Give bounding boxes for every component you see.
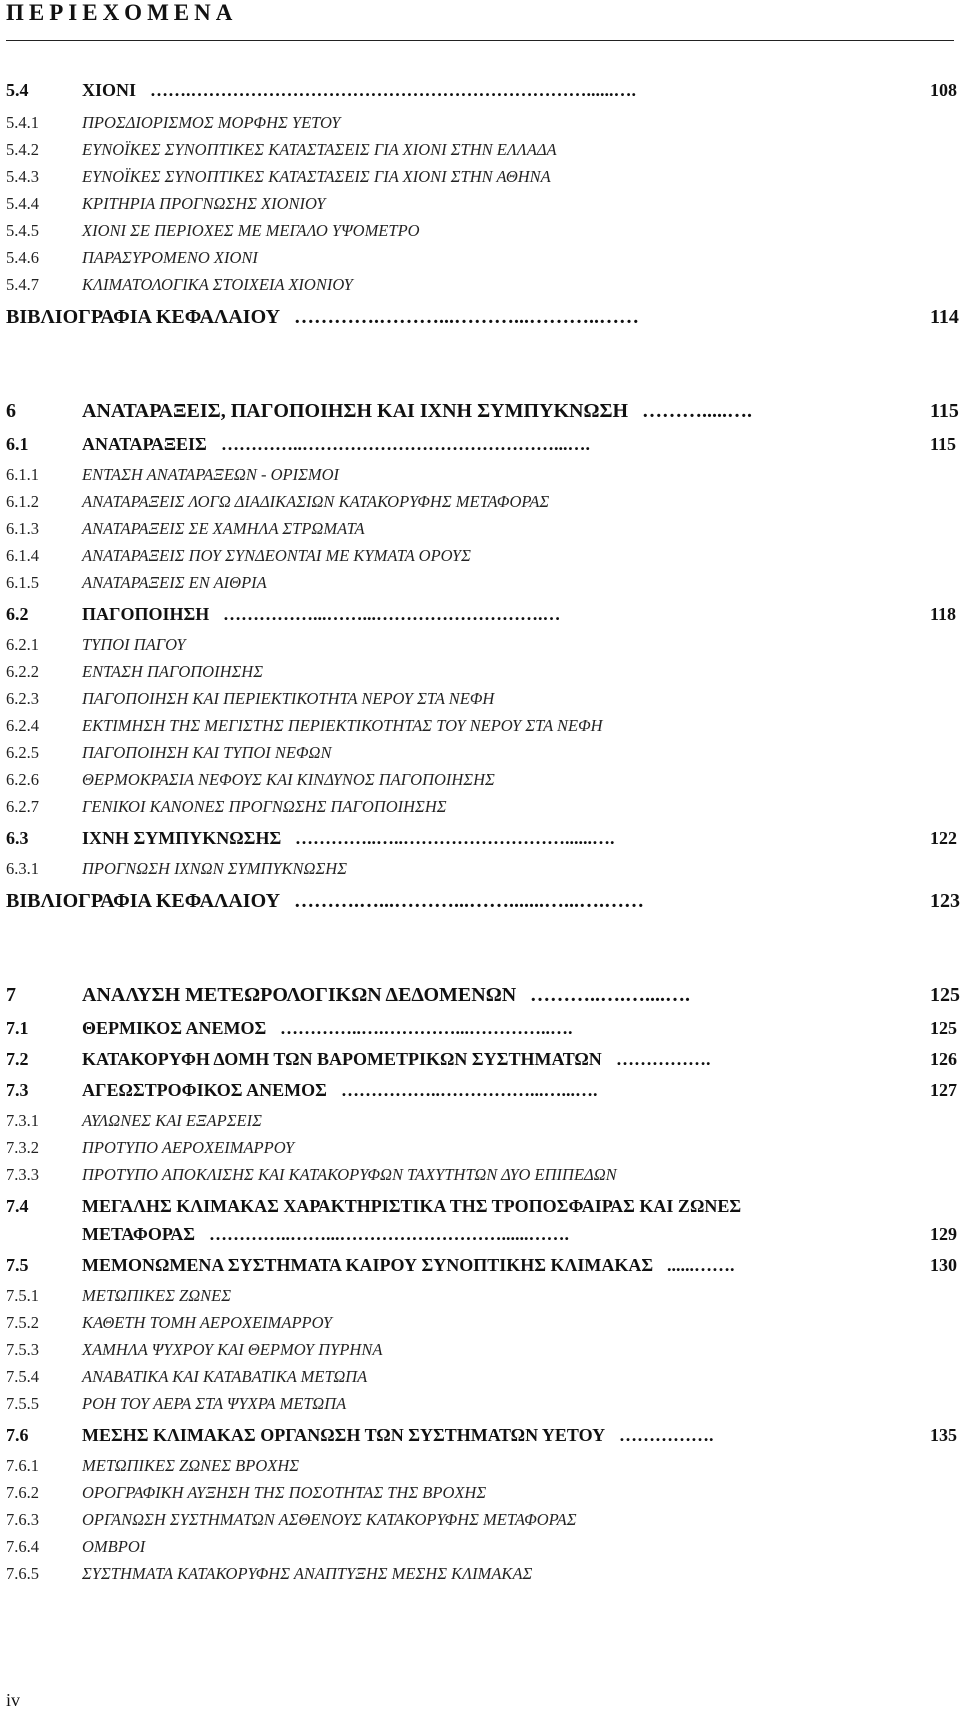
- toc-title: ΜΕΤΩΠΙΚΕΣ ΖΩΝΕΣ ΒΡΟΧΗΣ: [82, 1456, 300, 1475]
- toc-number: 6.2.7: [6, 797, 39, 816]
- toc-title: ΜΕΤΩΠΙΚΕΣ ΖΩΝΕΣ: [82, 1286, 232, 1305]
- toc-page-number: 129: [930, 1224, 957, 1244]
- toc-number: 6.2.3: [6, 689, 39, 708]
- toc-page-number: 114: [930, 306, 959, 328]
- toc-number: 7.6.1: [6, 1456, 39, 1475]
- toc-number: 7.5.1: [6, 1286, 39, 1305]
- toc-number: 7.5: [6, 1255, 29, 1275]
- toc-number: 5.4.2: [6, 140, 39, 159]
- toc-number: 6.2.2: [6, 662, 39, 681]
- toc-number: 6.3.1: [6, 859, 39, 878]
- toc-title: ΚΑΘΕΤΗ ΤΟΜΗ ΑΕΡΟΧΕΙΜΑΡΡΟΥ: [82, 1313, 333, 1332]
- toc-title: ΒΙΒΛΙΟΓΡΑΦΙΑ ΚΕΦΑΛΑΙΟΥ: [6, 306, 281, 328]
- toc-title: ΧΙΟΝΙ: [82, 80, 137, 100]
- toc-title: ΧΙΟΝΙ ΣΕ ΠΕΡΙΟΧΕΣ ΜΕ ΜΕΓΑΛΟ ΥΨΟΜΕΤΡΟ: [82, 221, 420, 240]
- toc-title: ΕΝΤΑΣΗ ΑΝΑΤΑΡΑΞΕΩΝ - ΟΡΙΣΜΟΙ: [82, 465, 340, 484]
- toc-number: 7.2: [6, 1049, 29, 1069]
- toc-number: 5.4.3: [6, 167, 39, 186]
- toc-page-number: 122: [930, 828, 957, 848]
- toc-title: ΜΕΓΑΛΗΣ ΚΛΙΜΑΚΑΣ ΧΑΡΑΚΤΗΡΙΣΤΙΚΑ ΤΗΣ ΤΡΟΠΟΣΦΑΙΡΑΣ ΚΑΙ ΖΩΝΕΣ: [82, 1196, 742, 1216]
- toc-leader-dots: ………..….…....….: [530, 984, 690, 1006]
- toc-title: ΜΕΤΑΦΟΡΑΣ: [82, 1224, 195, 1244]
- toc-number: 7.3: [6, 1080, 29, 1100]
- toc-number: 7.6.5: [6, 1564, 39, 1583]
- toc-number: 5.4.6: [6, 248, 39, 267]
- toc-title: ΑΝΑΤΑΡΑΞΕΙΣ ΕΝ ΑΙΘΡΙΑ: [82, 573, 267, 592]
- toc-title: ΘΕΡΜΟΚΡΑΣΙΑ ΝΕΦΟΥΣ ΚΑΙ ΚΙΝΔΥΝΟΣ ΠΑΓΟΠΟΙΗΣΗΣ: [82, 770, 495, 789]
- toc-leader-dots: ……….....….: [642, 400, 752, 422]
- toc-number: 6.1.5: [6, 573, 39, 592]
- toc-title: ΣΥΣΤΗΜΑΤΑ ΚΑΤΑΚΟΡΥΦΗΣ ΑΝΑΠΤΥΞΗΣ ΜΕΣΗΣ ΚΛΙΜΑΚΑΣ: [82, 1564, 533, 1583]
- toc-number: 6.1: [6, 434, 29, 454]
- toc-title: ΑΝΑΛΥΣΗ ΜΕΤΕΩΡΟΛΟΓΙΚΩΝ ΔΕΔΟΜΕΝΩΝ: [82, 984, 517, 1006]
- toc-title: ΑΝΑΤΑΡΑΞΕΙΣ ΣΕ ΧΑΜΗΛΑ ΣΤΡΩΜΑΤΑ: [82, 519, 365, 538]
- toc-title: ΚΡΙΤΗΡΙΑ ΠΡΟΓΝΩΣΗΣ ΧΙΟΝΙΟΥ: [82, 194, 326, 213]
- toc-title: ΠΑΓΟΠΟΙΗΣΗ: [82, 604, 210, 624]
- toc-leader-dots: ………….………...………...………..……: [294, 306, 639, 328]
- toc-leader-dots: ......…….: [667, 1255, 735, 1275]
- toc-page-number: 126: [930, 1049, 957, 1069]
- toc-number: 7.5.2: [6, 1313, 39, 1332]
- toc-number: 6.1.4: [6, 546, 39, 565]
- toc-leader-dots: …………….: [619, 1425, 714, 1445]
- toc-title: ΘΕΡΜΙΚΟΣ ΑΝΕΜΟΣ: [82, 1018, 267, 1038]
- toc-title: ΧΑΜΗΛΑ ΨΥΧΡΟΥ ΚΑΙ ΘΕΡΜΟΥ ΠΥΡΗΝΑ: [82, 1340, 383, 1359]
- toc-leader-dots: …………..…..………………………......….: [295, 828, 615, 848]
- toc-title: ΠΑΓΟΠΟΙΗΣΗ ΚΑΙ ΤΥΠΟΙ ΝΕΦΩΝ: [82, 743, 332, 762]
- toc-title: ΚΑΤΑΚΟΡΥΦΗ ΔΟΜΗ ΤΩΝ ΒΑΡΟΜΕΤΡΙΚΩΝ ΣΥΣΤΗΜΑΤΩΝ: [82, 1049, 602, 1069]
- toc-title: ΠΡΟΤΥΠΟ ΑΕΡΟΧΕΙΜΑΡΡΟΥ: [82, 1138, 295, 1157]
- toc-number: 7.3.2: [6, 1138, 39, 1157]
- toc-number: 5.4.4: [6, 194, 39, 213]
- toc-title: ΠΡΟΤΥΠΟ ΑΠΟΚΛΙΣΗΣ ΚΑΙ ΚΑΤΑΚΟΡΥΦΩΝ ΤΑΧΥΤΗΤΩΝ ΔΥΟ ΕΠΙΠΕΔΩΝ: [82, 1165, 617, 1184]
- toc-page-number: 115: [930, 434, 957, 454]
- toc-number: 6.1.1: [6, 465, 39, 484]
- toc-number: 7: [6, 984, 16, 1006]
- toc-title: ΒΙΒΛΙΟΓΡΑΦΙΑ ΚΕΦΑΛΑΙΟΥ: [6, 890, 281, 912]
- toc-title: ΑΝΑΤΑΡΑΞΕΙΣ, ΠΑΓΟΠΟΙΗΣΗ ΚΑΙ ΙΧΝΗ ΣΥΜΠΥΚΝΩΣΗ: [82, 400, 629, 422]
- toc-title: ΜΕΣΗΣ ΚΛΙΜΑΚΑΣ ΟΡΓΑΝΩΣΗ ΤΩΝ ΣΥΣΤΗΜΑΤΩΝ ΥΕΤΟΥ: [82, 1425, 606, 1445]
- page-number: iv: [6, 1690, 21, 1710]
- toc-number: 6.1.3: [6, 519, 39, 538]
- toc-title: ΓΕΝΙΚΟΙ ΚΑΝΟΝΕΣ ΠΡΟΓΝΩΣΗΣ ΠΑΓΟΠΟΙΗΣΗΣ: [82, 797, 447, 816]
- toc-page-number: 108: [930, 80, 957, 100]
- toc-leader-dots: …………..……………………………………...….: [221, 434, 590, 454]
- toc-title: ΙΧΝΗ ΣΥΜΠΥΚΝΩΣΗΣ: [82, 828, 282, 848]
- toc-page-number: 125: [930, 984, 960, 1006]
- page-title: ΠΕΡΙΕΧΟΜΕΝΑ: [6, 0, 238, 25]
- toc-title: ΡΟΗ ΤΟΥ ΑΕΡΑ ΣΤΑ ΨΥΧΡΑ ΜΕΤΩΠΑ: [82, 1394, 347, 1413]
- toc-title: ΑΓΕΩΣΤΡΟΦΙΚΟΣ ΑΝΕΜΟΣ: [82, 1080, 327, 1100]
- toc-number: 7.6.2: [6, 1483, 39, 1502]
- toc-number: 6.2.5: [6, 743, 39, 762]
- toc-title: ΕΥΝΟΪΚΕΣ ΣΥΝΟΠΤΙΚΕΣ ΚΑΤΑΣΤΑΣΕΙΣ ΓΙΑ ΧΙΟΝΙ ΣΤΗΝ ΕΛΛΑΔΑ: [82, 140, 557, 159]
- toc-number: 7.5.5: [6, 1394, 39, 1413]
- toc-page-number: 130: [930, 1255, 957, 1275]
- toc-page-number: 135: [930, 1425, 957, 1445]
- toc-title: ΑΝΑΤΑΡΑΞΕΙΣ ΠΟΥ ΣΥΝΔΕΟΝΤΑΙ ΜΕ ΚΥΜΑΤΑ ΟΡΟΥΣ: [82, 546, 471, 565]
- toc-number: 5.4.1: [6, 113, 39, 132]
- toc-number: 6.2.6: [6, 770, 39, 789]
- toc-title: ΠΡΟΣΔΙΟΡΙΣΜΟΣ ΜΟΡΦΗΣ ΥΕΤΟΥ: [82, 113, 341, 132]
- toc-number: 7.4: [6, 1196, 29, 1216]
- toc-title: ΤΥΠΟΙ ΠΑΓΟΥ: [82, 635, 186, 654]
- toc-title: ΠΑΓΟΠΟΙΗΣΗ ΚΑΙ ΠΕΡΙΕΚΤΙΚΟΤΗΤΑ ΝΕΡΟΥ ΣΤΑ ΝΕΦΗ: [82, 689, 495, 708]
- toc-leader-dots: …………..….…………...…………..….: [280, 1018, 573, 1038]
- toc-title: ΑΝΑΤΑΡΑΞΕΙΣ: [82, 434, 207, 454]
- toc-title: ΠΑΡΑΣΥΡΟΜΕΝΟ ΧΙΟΝΙ: [82, 248, 258, 267]
- toc-leader-dots: ……………...……...……………………….…: [223, 604, 561, 624]
- toc-number: 7.5.4: [6, 1367, 39, 1386]
- toc-number: 5.4.7: [6, 275, 39, 294]
- toc-title: ΚΛΙΜΑΤΟΛΟΓΙΚΑ ΣΤΟΙΧΕΙΑ ΧΙΟΝΙΟΥ: [82, 275, 353, 294]
- toc-title: ΠΡΟΓΝΩΣΗ ΙΧΝΩΝ ΣΥΜΠΥΚΝΩΣΗΣ: [82, 859, 348, 878]
- toc-number: 7.3.1: [6, 1111, 39, 1130]
- toc-title: ΑΝΑΒΑΤΙΚΑ ΚΑΙ ΚΑΤΑΒΑΤΙΚΑ ΜΕΤΩΠΑ: [82, 1367, 368, 1386]
- toc-number: 6.2.1: [6, 635, 39, 654]
- toc-title: ΕΥΝΟΪΚΕΣ ΣΥΝΟΠΤΙΚΕΣ ΚΑΤΑΣΤΑΣΕΙΣ ΓΙΑ ΧΙΟΝΙ ΣΤΗΝ ΑΘΗΝΑ: [82, 167, 551, 186]
- toc-leader-dots: …….…………………………………………………………......….: [150, 80, 636, 100]
- toc-number: 6.2.4: [6, 716, 39, 735]
- toc-page-number: 125: [930, 1018, 957, 1038]
- toc-number: 7.6.3: [6, 1510, 39, 1529]
- toc-number: 7.6.4: [6, 1537, 39, 1556]
- toc-title: ΟΜΒΡΟΙ: [82, 1537, 146, 1556]
- toc-title: ΟΡΓΑΝΩΣΗ ΣΥΣΤΗΜΑΤΩΝ ΑΣΘΕΝΟΥΣ ΚΑΤΑΚΟΡΥΦΗΣ ΜΕΤΑΦΟΡΑΣ: [82, 1510, 577, 1529]
- toc-leader-dots: …………..……...………………………......…….: [209, 1224, 569, 1244]
- toc-title: ΜΕΜΟΝΩΜΕΝΑ ΣΥΣΤΗΜΑΤΑ ΚΑΙΡΟΥ ΣΥΝΟΠΤΙΚΗΣ ΚΛΙΜΑΚΑΣ: [82, 1255, 654, 1275]
- toc-number: 6: [6, 400, 16, 422]
- toc-number: 6.2: [6, 604, 29, 624]
- toc-number: 7.5.3: [6, 1340, 39, 1359]
- toc-page-number: 115: [930, 400, 959, 422]
- toc-leader-dots: …………….: [616, 1049, 711, 1069]
- toc-number: 7.3.3: [6, 1165, 39, 1184]
- toc-number: 7.1: [6, 1018, 29, 1038]
- toc-leader-dots: ……………..……………...…...….: [341, 1080, 598, 1100]
- toc-title: ΑΝΑΤΑΡΑΞΕΙΣ ΛΟΓΩ ΔΙΑΔΙΚΑΣΙΩΝ ΚΑΤΑΚΟΡΥΦΗΣ ΜΕΤΑΦΟΡΑΣ: [82, 492, 550, 511]
- toc-title: ΕΚΤΙΜΗΣΗ ΤΗΣ ΜΕΓΙΣΤΗΣ ΠΕΡΙΕΚΤΙΚΟΤΗΤΑΣ ΤΟΥ ΝΕΡΟΥ ΣΤΑ ΝΕΦΗ: [82, 716, 603, 735]
- toc-page-number: 123: [930, 890, 960, 912]
- toc-number: 5.4.5: [6, 221, 39, 240]
- toc-number: 7.6: [6, 1425, 29, 1445]
- toc-number: 5.4: [6, 80, 29, 100]
- toc-title: ΟΡΟΓΡΑΦΙΚΗ ΑΥΞΗΣΗ ΤΗΣ ΠΟΣΟΤΗΤΑΣ ΤΗΣ ΒΡΟΧΗΣ: [82, 1483, 487, 1502]
- toc-page-number: 118: [930, 604, 957, 624]
- toc-number: 6.1.2: [6, 492, 39, 511]
- toc-title: ΑΥΛΩΝΕΣ ΚΑΙ ΕΞΑΡΣΕΙΣ: [82, 1111, 262, 1130]
- toc-leader-dots: ……….…...………...…….......…...….……: [294, 890, 644, 912]
- toc-title: ΕΝΤΑΣΗ ΠΑΓΟΠΟΙΗΣΗΣ: [82, 662, 264, 681]
- toc-page-number: 127: [930, 1080, 957, 1100]
- toc-number: 6.3: [6, 828, 29, 848]
